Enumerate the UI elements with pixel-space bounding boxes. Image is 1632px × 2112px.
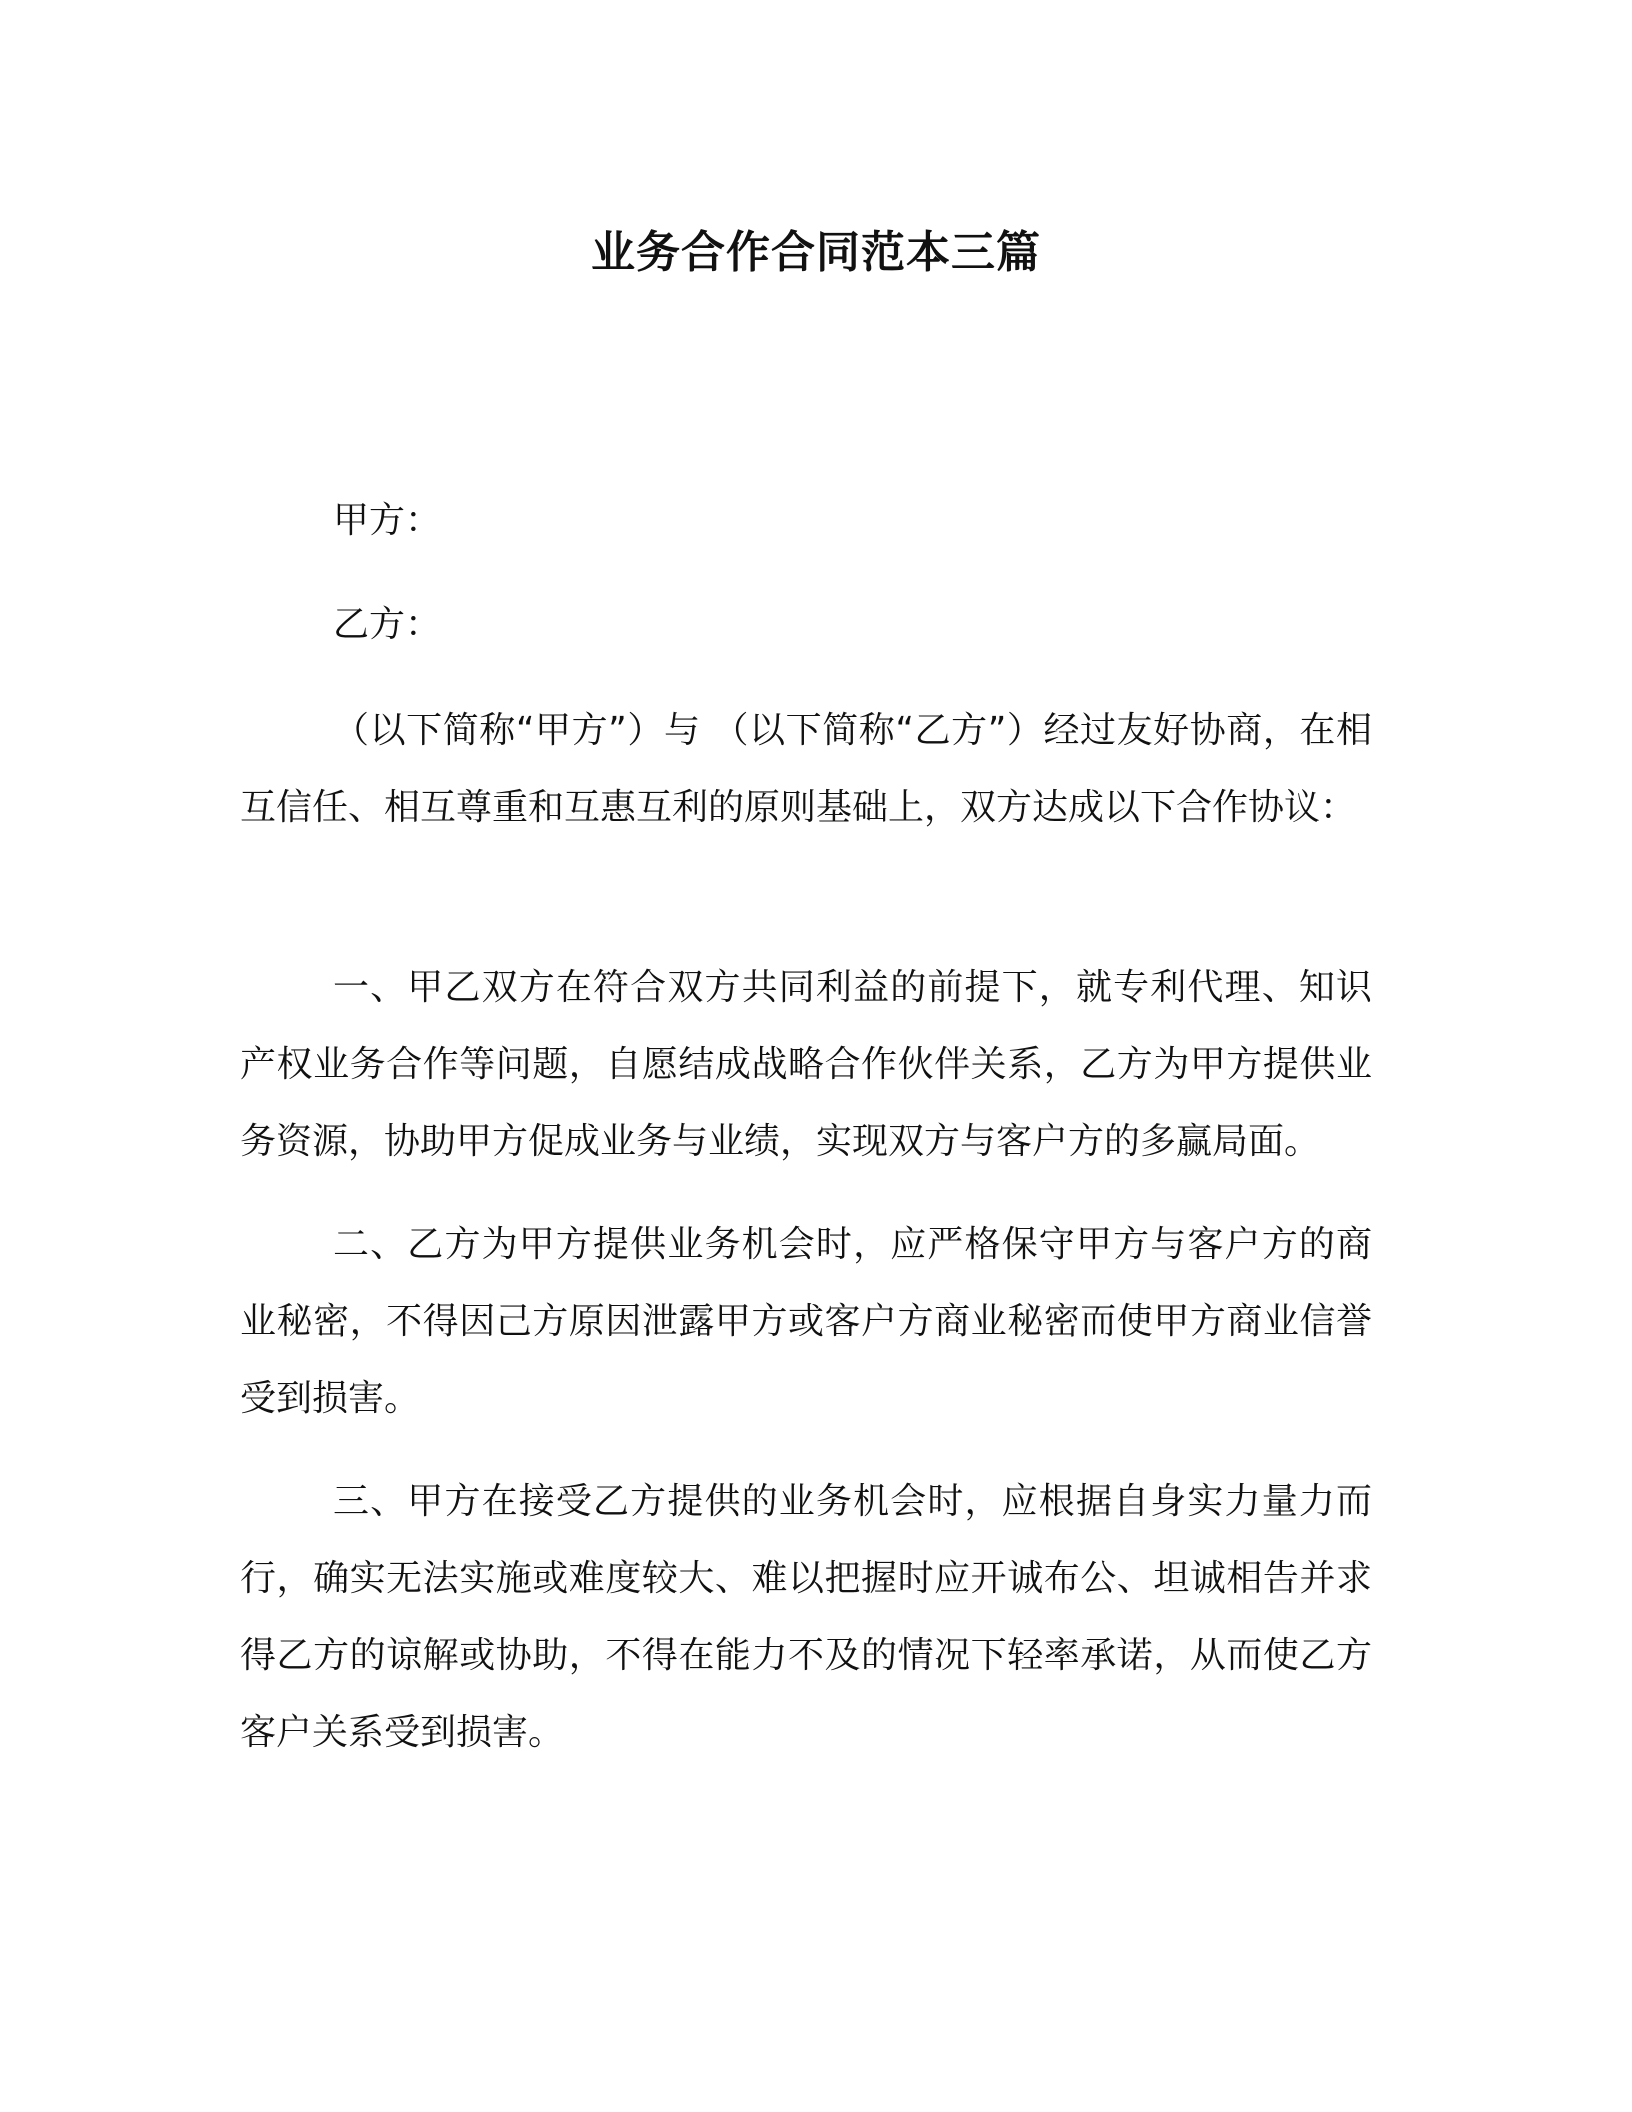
- party-b-label: 乙方：: [333, 604, 442, 645]
- document-title: 业务合作合同范本三篇: [591, 227, 1041, 278]
- clause-2-paragraph: 二、乙方为甲方提供业务机会时，应严格保守甲方与客户方的商业秘密，不得因己方原因泄露甲方或客户方商业秘密而使甲方商业信誉受到损害。: [240, 1224, 1372, 1419]
- intro-paragraph: （以下简称“甲方”）与 （以下简称“乙方”）经过友好协商，在相互信任、相互尊重和互惠互利的原则基础上，双方达成以下合作协议：: [240, 710, 1372, 828]
- clause-3-paragraph: 三、甲方在接受乙方提供的业务机会时，应根据自身实力量力而行，确实无法实施或难度较大、难以把握时应开诚布公、坦诚相告并求得乙方的谅解或协助，不得在能力不及的情况下轻率承诺，从而使乙方客户关系受到损害。: [240, 1481, 1372, 1753]
- party-a-label: 甲方：: [333, 500, 442, 541]
- clause-1-paragraph: 一、甲乙双方在符合双方共同利益的前提下，就专利代理、知识产权业务合作等问题，自愿结成战略合作伙伴关系，乙方为甲方提供业务资源，协助甲方促成业务与业绩，实现双方与客户方的多赢局面。: [240, 967, 1372, 1162]
